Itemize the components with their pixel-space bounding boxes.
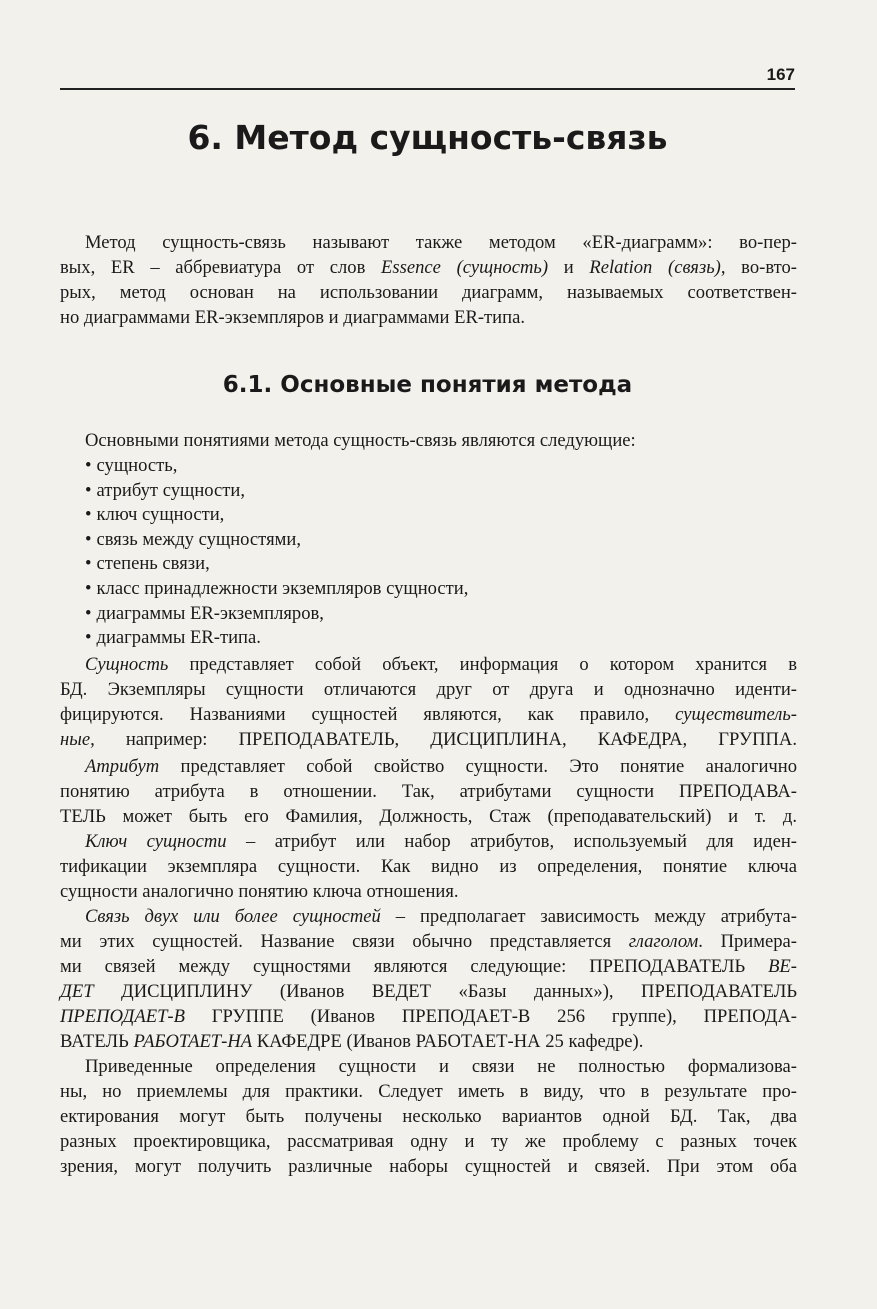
text-line: Сущность представляет собой объект, информация о котором хранится в (85, 654, 797, 675)
paragraph-attribute (60, 754, 797, 829)
list-item: • диаграммы ER-типа. (85, 626, 797, 651)
text-line: тификации экземпляра сущности. Как видно из определения, понятие ключа (60, 856, 797, 877)
running-header (60, 65, 795, 90)
page-number: 167 (766, 65, 795, 84)
concepts-intro: Основными понятиями метода сущность-связь являются следующие: (85, 430, 636, 451)
text-line: БД. Экземпляры сущности отличаются друг от друга и однозначно иденти- (60, 679, 797, 700)
text-line: фицируются. Названиями сущностей являются, как правило, существитель- (60, 704, 797, 725)
list-item: • сущность, (85, 454, 797, 479)
text-line: разных проектировщика, рассматривая одну и ту же проблему с разных точек (60, 1131, 797, 1152)
list-item: • ключ сущности, (85, 503, 797, 528)
text-line: Связь двух или более сущностей – предполагает зависимость между атрибута- (85, 906, 797, 927)
paragraph-entity (60, 652, 797, 752)
text-line: рых, метод основан на использовании диаграмм, называемых соответствен- (60, 282, 797, 303)
list-item: • диаграммы ER-экземпляров, (85, 602, 797, 627)
text-line: ДЕТ ДИСЦИПЛИНУ (Иванов ВЕДЕТ «Базы данных»), ПРЕПОДАВАТЕЛЬ (60, 981, 797, 1002)
text-line: ТЕЛЬ может быть его Фамилия, Должность, Стаж (преподавательский) и т. д. (60, 806, 797, 827)
text-line: вых, ER – аббревиатура от слов Essence (сущность) и Relation (связь), во-вто- (60, 257, 798, 278)
text-line: сущности аналогично понятию ключа отношения. (60, 881, 459, 902)
list-item: • связь между сущностями, (85, 528, 797, 553)
list-item: • класс принадлежности экземпляров сущности, (85, 577, 797, 602)
text-line: зрения, могут получить различные наборы сущностей и связей. При этом оба (60, 1156, 797, 1177)
text-line: ны, но приемлемы для практики. Следует иметь в виду, что в результате про- (60, 1081, 797, 1102)
paragraph-link (60, 904, 797, 1054)
concepts-list (85, 454, 797, 651)
paragraph-key (60, 829, 797, 904)
text-line: но диаграммами ER-экземпляров и диаграммами ER-типа. (60, 307, 525, 328)
list-item: • степень связи, (85, 552, 797, 577)
intro-paragraph (60, 230, 798, 330)
chapter-title: 6. Метод сущность-связь (187, 118, 668, 157)
paragraph-final (60, 1054, 797, 1179)
text-line: Приведенные определения сущности и связи не полностью формализова- (85, 1056, 797, 1077)
text-line: Атрибут представляет собой свойство сущности. Это понятие аналогично (85, 756, 797, 777)
text-line: ные, например: ПРЕПОДАВАТЕЛЬ, ДИСЦИПЛИНА, КАФЕДРА, ГРУППА. (60, 729, 797, 750)
text-line: ми связей между сущностями являются следующие: ПРЕПОДАВАТЕЛЬ ВЕ- (60, 956, 797, 977)
list-item: • атрибут сущности, (85, 479, 797, 504)
section-title: 6.1. Основные понятия метода (222, 372, 633, 398)
text-line: ектирования могут быть получены несколько вариантов одной БД. Так, два (60, 1106, 797, 1127)
text-line: ВАТЕЛЬ РАБОТАЕТ-НА КАФЕДРЕ (Иванов РАБОТАЕТ-НА 25 кафедре). (60, 1031, 644, 1052)
text-line: ПРЕПОДАЕТ-В ГРУППЕ (Иванов ПРЕПОДАЕТ-В 256 группе), ПРЕПОДА- (60, 1006, 797, 1027)
concepts-block (85, 428, 797, 651)
text-line: Ключ сущности – атрибут или набор атрибутов, используемый для иден- (85, 831, 797, 852)
text-line: понятию атрибута в отношении. Так, атрибутами сущности ПРЕПОДАВА- (60, 781, 797, 802)
text-line: ми этих сущностей. Название связи обычно представляется глаголом. Примера- (60, 931, 797, 952)
text-line: Метод сущность-связь называют также методом «ER-диаграмм»: во-пер- (85, 232, 797, 253)
